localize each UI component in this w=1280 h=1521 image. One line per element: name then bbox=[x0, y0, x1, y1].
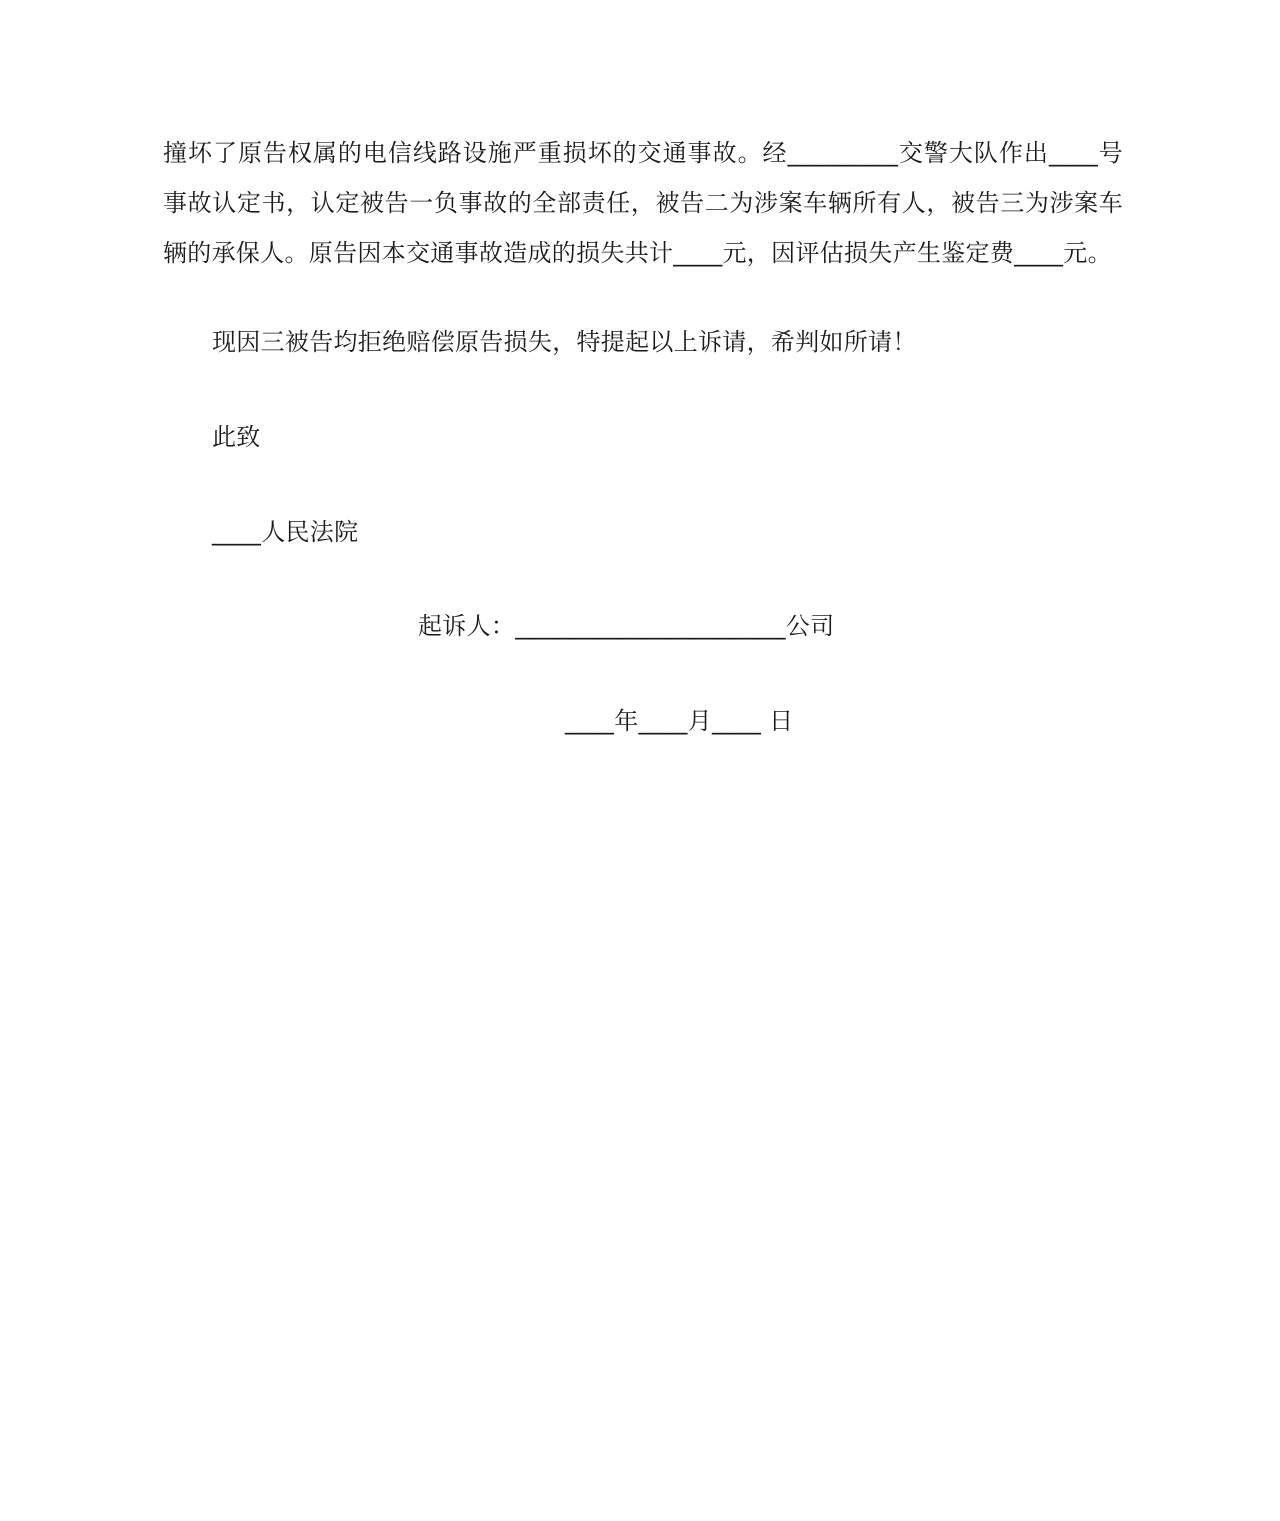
closing-salutation: 此致 bbox=[212, 423, 261, 451]
paragraph-line-1: 撞坏了原告权属的电信线路设施严重损坏的交通事故。经_________交警大队作出____号 bbox=[163, 139, 1123, 167]
date-line: ____年____月____ 日 bbox=[565, 707, 794, 735]
claim-statement-paragraph: 现因三被告均拒绝赔偿原告损失，特提起以上诉请，希判如所请！ bbox=[212, 328, 917, 356]
paragraph-line-2: 事故认定书，认定被告一负事故的全部责任，被告二为涉案车辆所有人，被告三为涉案车 bbox=[163, 189, 1123, 217]
paragraph-line-3: 辆的承保人。原告因本交通事故造成的损失共计____元，因评估损失产生鉴定费____元。 bbox=[163, 239, 1112, 267]
accident-description-paragraph bbox=[163, 128, 1123, 278]
court-addressee: ____人民法院 bbox=[212, 518, 359, 546]
plaintiff-signature-line: 起诉人：______________________公司 bbox=[418, 612, 835, 640]
